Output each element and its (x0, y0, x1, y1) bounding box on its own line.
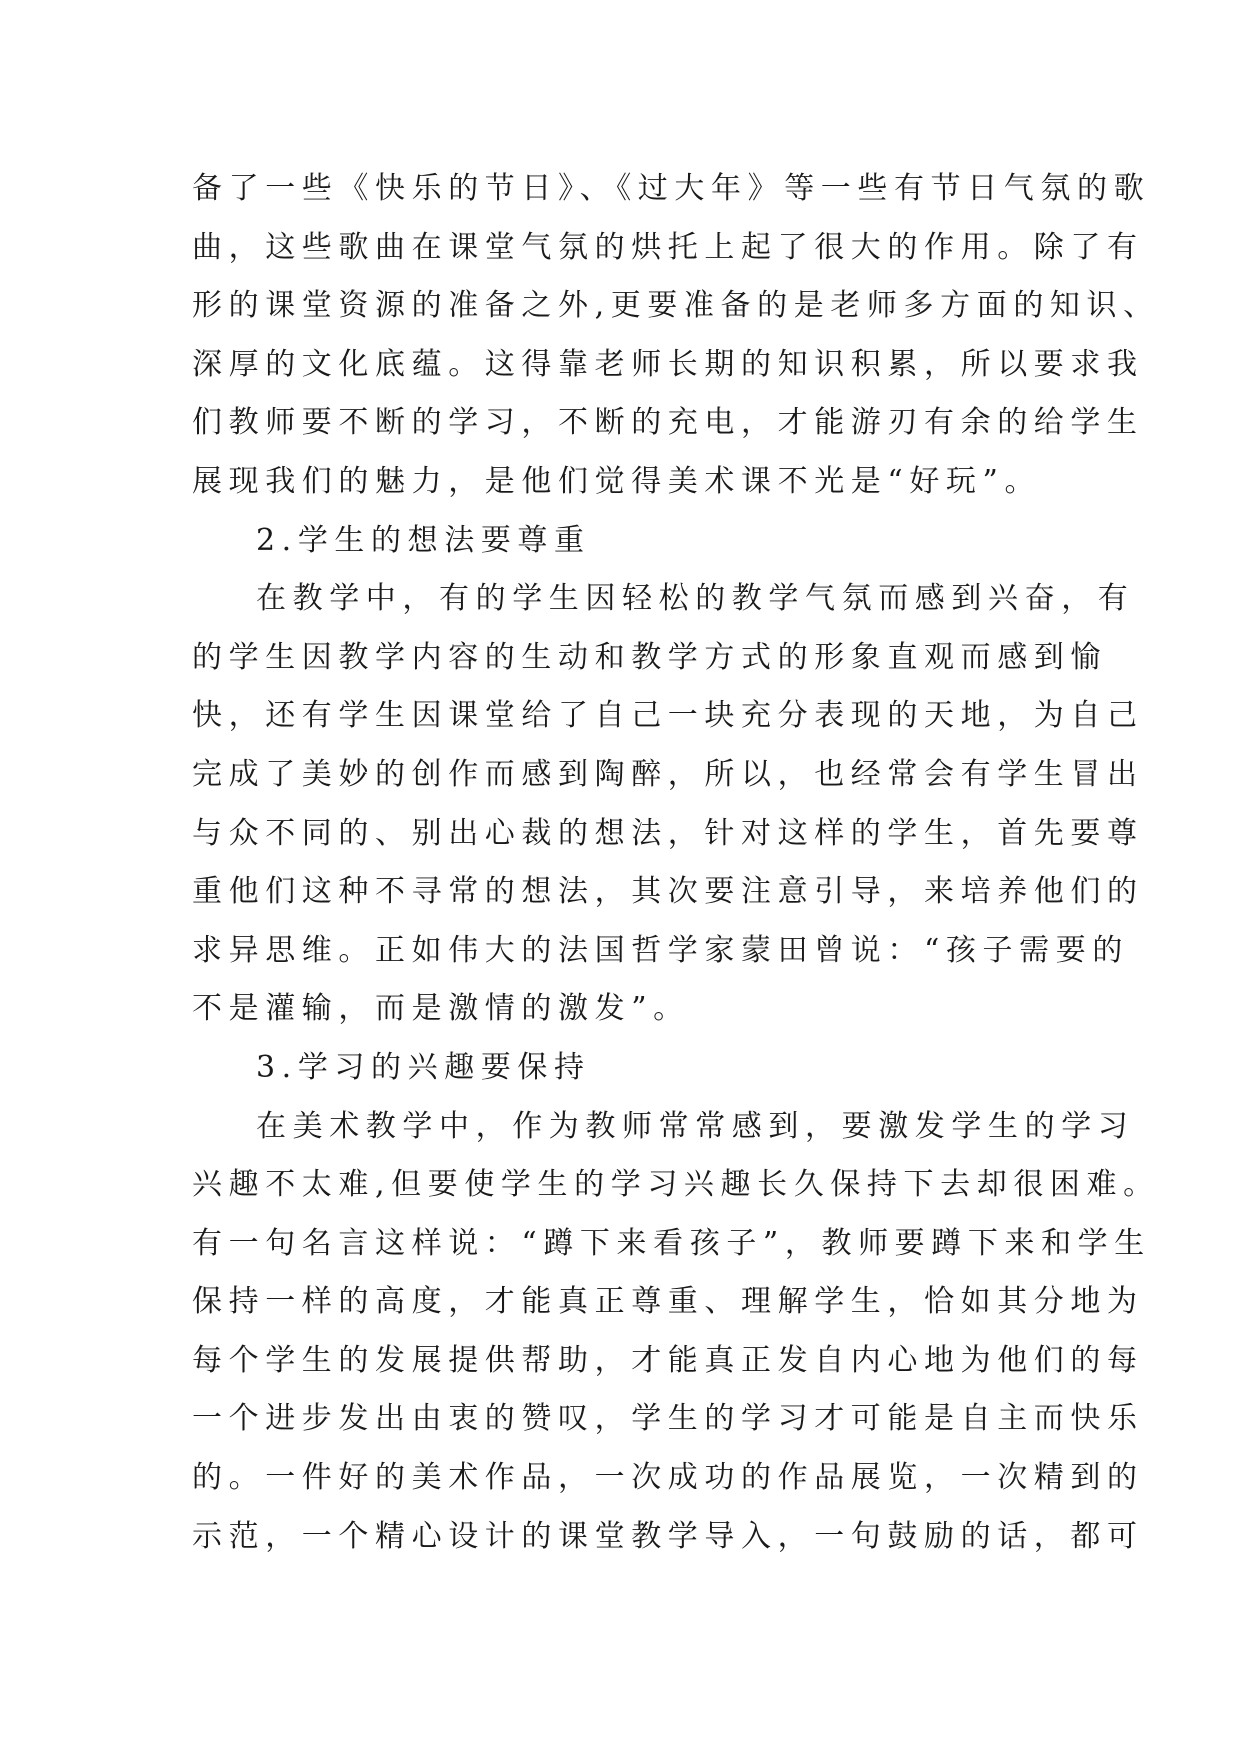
text-line: 示范，一个精心设计的课堂教学导入，一句鼓励的话，都可 (192, 1518, 1144, 1554)
text-line: 重他们这种不寻常的想法，其次要注意引导，来培养他们的 (192, 874, 1144, 910)
text-line: 兴趣不太难,但要使学生的学习兴趣长久保持下去却很困难。 (192, 1167, 1160, 1203)
text-line: 曲，这些歌曲在课堂气氛的烘托上起了很大的作用。除了有 (192, 229, 1144, 265)
text-line: 与众不同的、别出心裁的想法，针对这样的学生，首先要尊 (192, 815, 1144, 851)
text-line: 求异思维。正如伟大的法国哲学家蒙田曾说：“孩子需要的 (192, 932, 1129, 968)
section-heading: 2.学生的想法要尊重 (256, 522, 591, 558)
text-line: 备了一些《快乐的节日》、《过大年》等一些有节日气氛的歌 (192, 171, 1151, 206)
text-line: 快，还有学生因课堂给了自己一块充分表现的天地，为自己 (192, 698, 1144, 734)
text-line: 深厚的文化底蕴。这得靠老师长期的知识积累，所以要求我 (192, 346, 1144, 382)
text-line: 形的课堂资源的准备之外,更要准备的是老师多方面的知识、 (192, 288, 1160, 324)
text-line: 一个进步发出由衷的赞叹，学生的学习才可能是自主而快乐 (192, 1401, 1144, 1437)
section-heading: 3.学习的兴趣要保持 (256, 1049, 591, 1085)
text-line: 展现我们的魅力，是他们觉得美术课不光是“好玩”。 (192, 463, 1042, 499)
text-line: 每个学生的发展提供帮助，才能真正发自内心地为他们的每 (192, 1342, 1144, 1378)
text-line: 有一句名言这样说：“蹲下来看孩子”，教师要蹲下来和学生 (192, 1225, 1151, 1261)
text-line: 的学生因教学内容的生动和教学方式的形象直观而感到愉 (192, 639, 1107, 675)
text-line: 保持一样的高度，才能真正尊重、理解学生，恰如其分地为 (192, 1284, 1144, 1320)
paragraph-start-line: 在教学中，有的学生因轻松的教学气氛而感到兴奋，有 (256, 581, 1135, 617)
text-line: 不是灌输，而是激情的激发”。 (192, 991, 690, 1027)
text-line: 完成了美妙的创作而感到陶醉，所以，也经常会有学生冒出 (192, 756, 1144, 792)
body-text (192, 160, 1160, 1566)
text-line: 们教师要不断的学习，不断的充电，才能游刃有余的给学生 (192, 405, 1144, 441)
text-line: 的。一件好的美术作品，一次成功的作品展览，一次精到的 (192, 1460, 1144, 1496)
paragraph-start-line: 在美术教学中，作为教师常常感到，要激发学生的学习 (256, 1108, 1135, 1144)
